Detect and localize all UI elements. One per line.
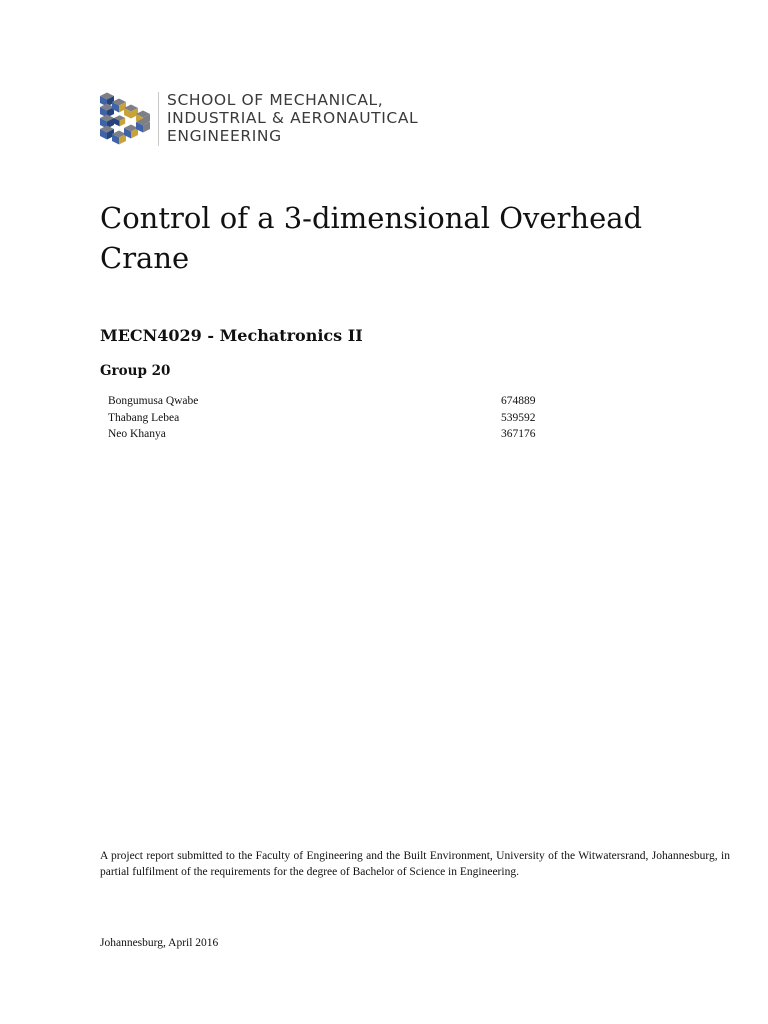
member-student-number: 367176 [501,428,536,440]
document-title: Control of a 3-dimensional Overhead Crane [100,201,643,275]
submission-statement: A project report submitted to the Faculty of Engineering and the Built Environment, University of the Witwatersrand, Johannesburg, in partial fulfilment of the requirements for the degree of Bachelor of Science in Engineering. [100,850,730,878]
course-code: MECN4029 - Mechatronics II [100,326,363,345]
school-name-line-3: ENGINEERING [167,127,282,145]
school-name-line-2: INDUSTRIAL & AERONAUTICAL [167,109,419,127]
member-row [108,393,548,410]
member-row [108,426,548,443]
group-label: Group 20 [100,363,171,379]
school-logo-header [100,90,480,148]
member-name: Neo Khanya [108,428,166,440]
place-and-date: Johannesburg, April 2016 [100,937,219,949]
member-row [108,410,548,427]
member-student-number: 539592 [501,411,536,424]
member-name: Thabang Lebea [108,411,180,424]
school-name-line-1: SCHOOL OF MECHANICAL, [167,91,384,109]
member-student-number: 674889 [501,395,536,407]
logo-divider [158,92,159,146]
member-name: Bongumusa Qwabe [108,395,199,407]
school-logo-icon [100,90,152,148]
school-name [167,91,418,145]
member-list [108,393,548,443]
